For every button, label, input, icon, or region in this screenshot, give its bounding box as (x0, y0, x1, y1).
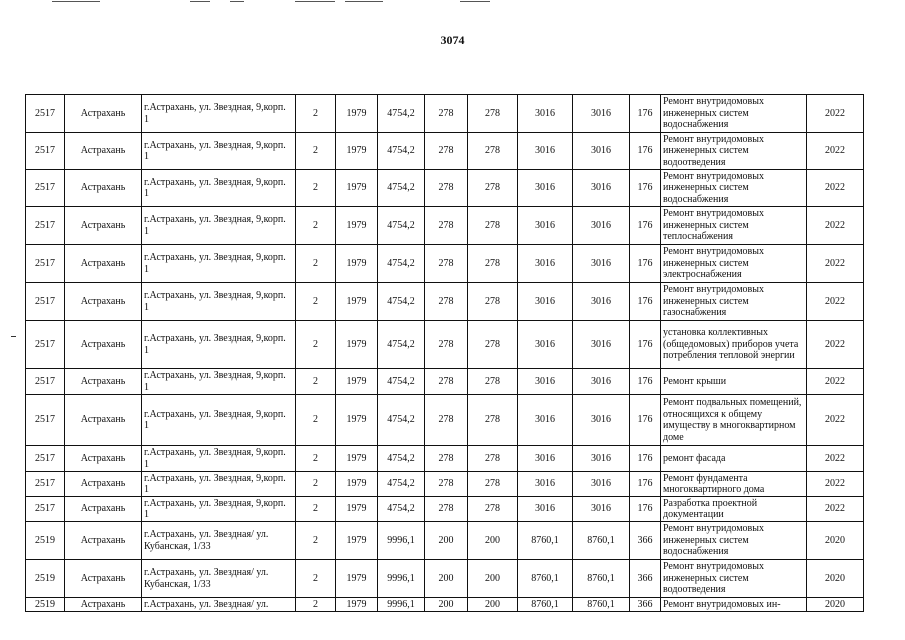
count-3-cell: 366 (630, 560, 661, 598)
count-2-cell: 278 (468, 321, 518, 369)
table-row (26, 472, 864, 497)
count-3-cell: 176 (630, 133, 661, 170)
cost-2-cell: 3016 (573, 133, 630, 170)
cost-1-cell: 3016 (518, 95, 573, 133)
count-3-cell: 366 (630, 598, 661, 612)
floors-cell: 2 (296, 321, 336, 369)
table-row (26, 369, 864, 395)
area-cell: 9996,1 (378, 522, 425, 560)
area-cell: 4754,2 (378, 245, 425, 283)
count-2-cell: 278 (468, 133, 518, 170)
table-row (26, 395, 864, 446)
count-3-cell: 176 (630, 369, 661, 395)
row-id-cell: 2517 (26, 95, 65, 133)
count-2-cell: 200 (468, 522, 518, 560)
cost-1-cell: 3016 (518, 170, 573, 207)
count-1-cell: 278 (425, 369, 468, 395)
area-cell: 4754,2 (378, 95, 425, 133)
count-2-cell: 278 (468, 207, 518, 245)
address-cell: г.Астрахань, ул. Звездная/ ул. Кубанская, 1/33 (142, 560, 296, 598)
cost-1-cell: 3016 (518, 446, 573, 472)
year-cell: 1979 (336, 369, 378, 395)
area-cell: 4754,2 (378, 497, 425, 522)
plan-year-cell: 2022 (807, 245, 864, 283)
count-3-cell: 176 (630, 446, 661, 472)
work-type-cell: Ремонт внутридомовых инженерных систем теплоснабжения (661, 207, 807, 245)
table-row (26, 283, 864, 321)
repair-program-table (25, 94, 864, 612)
plan-year-cell: 2022 (807, 283, 864, 321)
count-1-cell: 278 (425, 245, 468, 283)
cost-2-cell: 3016 (573, 472, 630, 497)
city-cell: Астрахань (65, 170, 142, 207)
table-row (26, 170, 864, 207)
floors-cell: 2 (296, 395, 336, 446)
area-cell: 4754,2 (378, 133, 425, 170)
count-3-cell: 176 (630, 395, 661, 446)
cost-2-cell: 3016 (573, 446, 630, 472)
area-cell: 4754,2 (378, 207, 425, 245)
area-cell: 4754,2 (378, 369, 425, 395)
address-cell: г.Астрахань, ул. Звездная/ ул. (142, 598, 296, 612)
year-cell: 1979 (336, 472, 378, 497)
count-3-cell: 176 (630, 472, 661, 497)
row-id-cell: 2517 (26, 472, 65, 497)
table-row (26, 497, 864, 522)
work-type-cell: ремонт фасада (661, 446, 807, 472)
cost-2-cell: 3016 (573, 283, 630, 321)
row-id-cell: 2517 (26, 395, 65, 446)
count-3-cell: 176 (630, 497, 661, 522)
year-cell: 1979 (336, 560, 378, 598)
floors-cell: 2 (296, 522, 336, 560)
count-1-cell: 200 (425, 560, 468, 598)
table-row (26, 245, 864, 283)
floors-cell: 2 (296, 598, 336, 612)
count-3-cell: 176 (630, 170, 661, 207)
floors-cell: 2 (296, 369, 336, 395)
count-2-cell: 200 (468, 598, 518, 612)
year-cell: 1979 (336, 522, 378, 560)
cost-2-cell: 8760,1 (573, 598, 630, 612)
work-type-cell: Ремонт внутридомовых инженерных систем водоотведения (661, 133, 807, 170)
plan-year-cell: 2022 (807, 170, 864, 207)
count-3-cell: 176 (630, 245, 661, 283)
address-cell: г.Астрахань, ул. Звездная, 9,корп. 1 (142, 207, 296, 245)
cost-2-cell: 3016 (573, 95, 630, 133)
cost-2-cell: 3016 (573, 245, 630, 283)
city-cell: Астрахань (65, 497, 142, 522)
plan-year-cell: 2022 (807, 207, 864, 245)
row-id-cell: 2517 (26, 133, 65, 170)
count-1-cell: 278 (425, 133, 468, 170)
cost-1-cell: 8760,1 (518, 560, 573, 598)
floors-cell: 2 (296, 133, 336, 170)
table-row (26, 95, 864, 133)
cost-2-cell: 3016 (573, 369, 630, 395)
cost-1-cell: 8760,1 (518, 522, 573, 560)
top-scan-marks (40, 0, 540, 4)
floors-cell: 2 (296, 472, 336, 497)
row-id-cell: 2517 (26, 283, 65, 321)
work-type-cell: Ремонт внутридомовых инженерных систем водоотведения (661, 560, 807, 598)
year-cell: 1979 (336, 95, 378, 133)
work-type-cell: Ремонт внутридомовых инженерных систем водоснабжения (661, 522, 807, 560)
cost-1-cell: 3016 (518, 369, 573, 395)
table-row (26, 598, 864, 612)
address-cell: г.Астрахань, ул. Звездная, 9,корп. 1 (142, 170, 296, 207)
area-cell: 4754,2 (378, 170, 425, 207)
area-cell: 4754,2 (378, 472, 425, 497)
table-row (26, 321, 864, 369)
city-cell: Астрахань (65, 395, 142, 446)
table-body (26, 95, 864, 612)
address-cell: г.Астрахань, ул. Звездная, 9,корп. 1 (142, 446, 296, 472)
plan-year-cell: 2020 (807, 522, 864, 560)
city-cell: Астрахань (65, 560, 142, 598)
cost-2-cell: 3016 (573, 321, 630, 369)
floors-cell: 2 (296, 497, 336, 522)
count-2-cell: 278 (468, 497, 518, 522)
count-1-cell: 278 (425, 472, 468, 497)
cost-1-cell: 3016 (518, 283, 573, 321)
count-3-cell: 176 (630, 283, 661, 321)
address-cell: г.Астрахань, ул. Звездная, 9,корп. 1 (142, 133, 296, 170)
cost-2-cell: 3016 (573, 395, 630, 446)
count-3-cell: 176 (630, 321, 661, 369)
row-id-cell: 2517 (26, 497, 65, 522)
cost-2-cell: 3016 (573, 497, 630, 522)
row-id-cell: 2517 (26, 369, 65, 395)
floors-cell: 2 (296, 283, 336, 321)
work-type-cell: Ремонт подвальных помещений, относящихся к общему имуществу в многоквартирном доме (661, 395, 807, 446)
work-type-cell: Ремонт внутридомовых инженерных систем электроснабжения (661, 245, 807, 283)
plan-year-cell: 2022 (807, 446, 864, 472)
year-cell: 1979 (336, 245, 378, 283)
count-1-cell: 200 (425, 522, 468, 560)
count-3-cell: 176 (630, 207, 661, 245)
work-type-cell: установка коллективных (общедомовых) приборов учета потребления тепловой энергии (661, 321, 807, 369)
city-cell: Астрахань (65, 245, 142, 283)
plan-year-cell: 2022 (807, 321, 864, 369)
cost-1-cell: 3016 (518, 472, 573, 497)
plan-year-cell: 2022 (807, 472, 864, 497)
plan-year-cell: 2022 (807, 497, 864, 522)
floors-cell: 2 (296, 207, 336, 245)
year-cell: 1979 (336, 395, 378, 446)
table-row (26, 133, 864, 170)
work-type-cell: Ремонт внутридомовых инженерных систем водоснабжения (661, 95, 807, 133)
floors-cell: 2 (296, 245, 336, 283)
address-cell: г.Астрахань, ул. Звездная, 9,корп. 1 (142, 472, 296, 497)
cost-1-cell: 3016 (518, 321, 573, 369)
count-2-cell: 278 (468, 395, 518, 446)
city-cell: Астрахань (65, 598, 142, 612)
count-1-cell: 278 (425, 321, 468, 369)
table-row (26, 522, 864, 560)
row-id-cell: 2517 (26, 170, 65, 207)
count-1-cell: 200 (425, 598, 468, 612)
year-cell: 1979 (336, 497, 378, 522)
area-cell: 9996,1 (378, 598, 425, 612)
work-type-cell: Разработка проектной документации (661, 497, 807, 522)
year-cell: 1979 (336, 283, 378, 321)
floors-cell: 2 (296, 170, 336, 207)
row-id-cell: 2519 (26, 522, 65, 560)
plan-year-cell: 2020 (807, 598, 864, 612)
plan-year-cell: 2022 (807, 369, 864, 395)
table-row (26, 446, 864, 472)
count-1-cell: 278 (425, 95, 468, 133)
address-cell: г.Астрахань, ул. Звездная, 9,корп. 1 (142, 497, 296, 522)
year-cell: 1979 (336, 446, 378, 472)
floors-cell: 2 (296, 446, 336, 472)
work-type-cell: Ремонт внутридомовых ин- (661, 598, 807, 612)
row-id-cell: 2519 (26, 560, 65, 598)
city-cell: Астрахань (65, 522, 142, 560)
row-id-cell: 2517 (26, 446, 65, 472)
count-1-cell: 278 (425, 446, 468, 472)
count-2-cell: 200 (468, 560, 518, 598)
address-cell: г.Астрахань, ул. Звездная/ ул. Кубанская, 1/33 (142, 522, 296, 560)
work-type-cell: Ремонт крыши (661, 369, 807, 395)
floors-cell: 2 (296, 560, 336, 598)
address-cell: г.Астрахань, ул. Звездная, 9,корп. 1 (142, 395, 296, 446)
address-cell: г.Астрахань, ул. Звездная, 9,корп. 1 (142, 321, 296, 369)
city-cell: Астрахань (65, 369, 142, 395)
cost-1-cell: 8760,1 (518, 598, 573, 612)
page-number: 3074 (440, 33, 465, 47)
count-1-cell: 278 (425, 395, 468, 446)
count-2-cell: 278 (468, 369, 518, 395)
cost-1-cell: 3016 (518, 497, 573, 522)
row-id-cell: 2519 (26, 598, 65, 612)
row-id-cell: 2517 (26, 245, 65, 283)
address-cell: г.Астрахань, ул. Звездная, 9,корп. 1 (142, 283, 296, 321)
count-3-cell: 176 (630, 95, 661, 133)
plan-year-cell: 2020 (807, 560, 864, 598)
count-1-cell: 278 (425, 497, 468, 522)
table-row (26, 207, 864, 245)
city-cell: Астрахань (65, 207, 142, 245)
address-cell: г.Астрахань, ул. Звездная, 9,корп. 1 (142, 95, 296, 133)
city-cell: Астрахань (65, 283, 142, 321)
cost-2-cell: 8760,1 (573, 560, 630, 598)
count-1-cell: 278 (425, 283, 468, 321)
city-cell: Астрахань (65, 321, 142, 369)
cost-1-cell: 3016 (518, 395, 573, 446)
margin-mark (11, 336, 16, 337)
area-cell: 4754,2 (378, 446, 425, 472)
plan-year-cell: 2022 (807, 395, 864, 446)
cost-1-cell: 3016 (518, 245, 573, 283)
city-cell: Астрахань (65, 95, 142, 133)
row-id-cell: 2517 (26, 207, 65, 245)
count-2-cell: 278 (468, 245, 518, 283)
count-2-cell: 278 (468, 95, 518, 133)
table-row (26, 560, 864, 598)
cost-1-cell: 3016 (518, 207, 573, 245)
year-cell: 1979 (336, 170, 378, 207)
work-type-cell: Ремонт внутридомовых инженерных систем водоснабжения (661, 170, 807, 207)
work-type-cell: Ремонт внутридомовых инженерных систем газоснабжения (661, 283, 807, 321)
area-cell: 4754,2 (378, 395, 425, 446)
work-type-cell: Ремонт фундамента многоквартирного дома (661, 472, 807, 497)
count-2-cell: 278 (468, 283, 518, 321)
cost-2-cell: 3016 (573, 207, 630, 245)
city-cell: Астрахань (65, 472, 142, 497)
year-cell: 1979 (336, 133, 378, 170)
floors-cell: 2 (296, 95, 336, 133)
count-2-cell: 278 (468, 472, 518, 497)
area-cell: 9996,1 (378, 560, 425, 598)
row-id-cell: 2517 (26, 321, 65, 369)
address-cell: г.Астрахань, ул. Звездная, 9,корп. 1 (142, 369, 296, 395)
plan-year-cell: 2022 (807, 95, 864, 133)
count-1-cell: 278 (425, 170, 468, 207)
year-cell: 1979 (336, 207, 378, 245)
year-cell: 1979 (336, 321, 378, 369)
cost-1-cell: 3016 (518, 133, 573, 170)
area-cell: 4754,2 (378, 283, 425, 321)
plan-year-cell: 2022 (807, 133, 864, 170)
address-cell: г.Астрахань, ул. Звездная, 9,корп. 1 (142, 245, 296, 283)
cost-2-cell: 8760,1 (573, 522, 630, 560)
count-2-cell: 278 (468, 170, 518, 207)
year-cell: 1979 (336, 598, 378, 612)
city-cell: Астрахань (65, 133, 142, 170)
area-cell: 4754,2 (378, 321, 425, 369)
cost-2-cell: 3016 (573, 170, 630, 207)
city-cell: Астрахань (65, 446, 142, 472)
count-3-cell: 366 (630, 522, 661, 560)
count-1-cell: 278 (425, 207, 468, 245)
count-2-cell: 278 (468, 446, 518, 472)
